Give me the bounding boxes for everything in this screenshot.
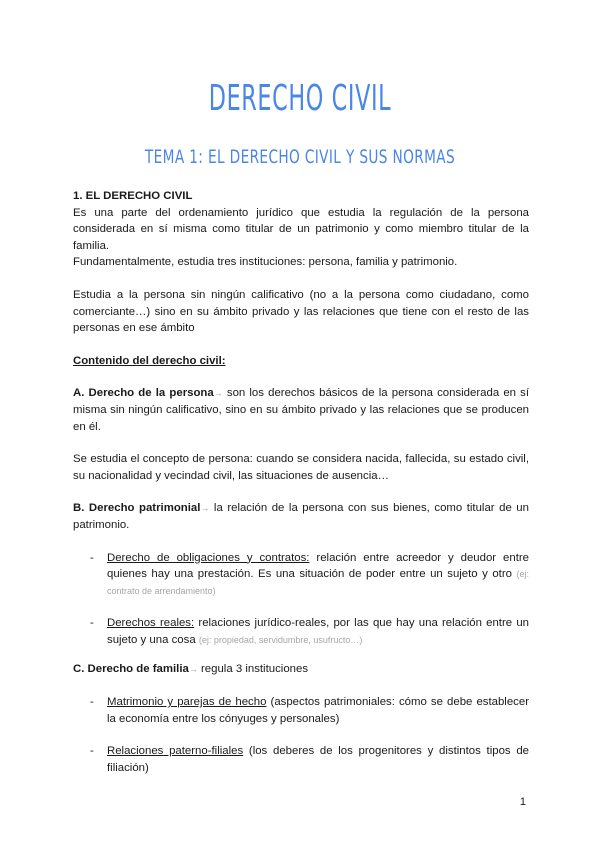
- paragraph: Fundamentalmente, estudia tres instituciones: persona, familia y patrimonio.: [73, 256, 458, 269]
- paragraph: Estudia a la persona sin ningún calificativo (no a la persona como ciudadano, como comerciante…) sino en su ámbito privado y las relaciones que tiene con el resto de las personas en ese ámbito: [73, 288, 529, 335]
- arrow-icon: →: [188, 664, 198, 675]
- page-number: 1: [519, 796, 526, 808]
- arrow-icon: →: [213, 388, 223, 399]
- list-item: - Relaciones paterno-filiales (los deberes de los progenitores y distintos tipos de filiación): [90, 745, 529, 774]
- arrow-icon: →: [200, 503, 210, 514]
- document-title: DERECHO CIVIL: [208, 78, 392, 119]
- paragraph: Es una parte del ordenamiento jurídico que estudia la regulación de la persona considerada en sí misma como titular de un patrimonio y como miembro titular de la familia.: [73, 206, 529, 252]
- paragraph: Se estudia el concepto de persona: cuando se considera nacida, fallecida, su estado civil, su nacionalidad y vecindad civil, las situaciones de ausencia…: [73, 453, 529, 482]
- section-a: A. Derecho de la persona→ son los derechos básicos de la persona considerada en sí misma sin ningún calificativo, sino en su ámbito privado y las relaciones que se producen en él.: [73, 387, 530, 433]
- list-item: - Derechos reales: relaciones jurídico-reales, por las que hay una relación entre un sujeto y una cosa (ej: propiedad, servidumbre, usufructo…): [90, 617, 529, 646]
- section-b: B. Derecho patrimonial→ la relación de la persona con sus bienes, como titular de un patrimonio.: [73, 502, 529, 531]
- document-body: [73, 188, 529, 776]
- document-subtitle: TEMA 1: EL DERECHO CIVIL Y SUS NORMAS: [144, 146, 456, 168]
- section-c: C. Derecho de familia→ regula 3 instituciones: [73, 663, 309, 676]
- contenido-heading: Contenido del derecho civil:: [73, 354, 226, 367]
- list-item: - Matrimonio y parejas de hecho (aspectos patrimoniales: cómo se debe establecer la economía entre los cónyuges y personales): [90, 696, 529, 725]
- list-item: - Derecho de obligaciones y contratos: relación entre acreedor y deudor entre quienes hay una prestación. Es una situación de poder entre un sujeto y otro (ej: contrato de arrendamiento): [90, 551, 529, 596]
- section-heading: 1. EL DERECHO CIVIL: [73, 190, 193, 202]
